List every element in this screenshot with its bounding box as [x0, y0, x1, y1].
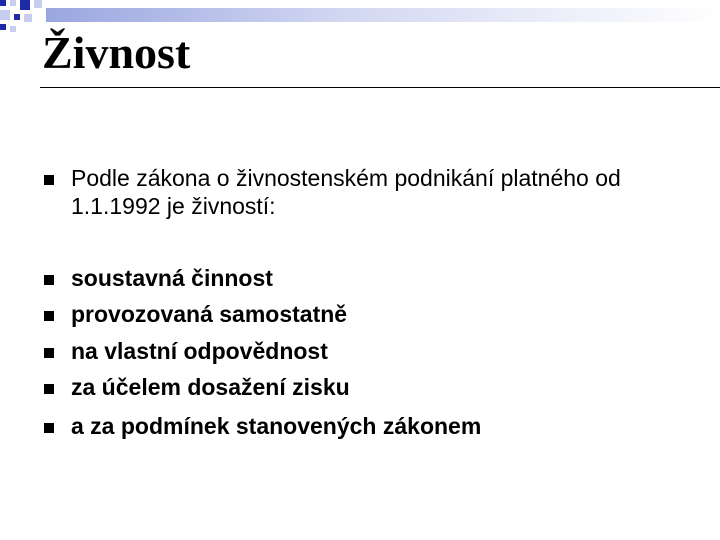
square-bullet-icon: [44, 423, 54, 433]
list-item-text: a za podmínek stanovených zákonem: [71, 413, 482, 439]
square-bullet-icon: [44, 384, 54, 394]
list-item: [44, 412, 481, 440]
list-item: [44, 264, 273, 292]
square-bullet-icon: [44, 275, 54, 285]
list-item-text: za účelem dosažení zisku: [71, 374, 350, 400]
list-item: [44, 337, 328, 365]
intro-list-item: [44, 164, 631, 220]
list-item-text: na vlastní odpovědnost: [71, 338, 328, 364]
list-item: [44, 300, 347, 328]
square-bullet-icon: [44, 175, 54, 185]
list-item: [44, 373, 350, 401]
list-item-text: soustavná činnost: [71, 265, 273, 291]
square-bullet-icon: [44, 348, 54, 358]
intro-text: Podle zákona o živnostenském podnikání platného od 1.1.1992 je živností:: [71, 165, 621, 219]
square-bullet-icon: [44, 311, 54, 321]
list-item-text: provozovaná samostatně: [71, 301, 348, 327]
slide-title: Živnost: [42, 27, 191, 78]
title-underline: [40, 87, 720, 88]
